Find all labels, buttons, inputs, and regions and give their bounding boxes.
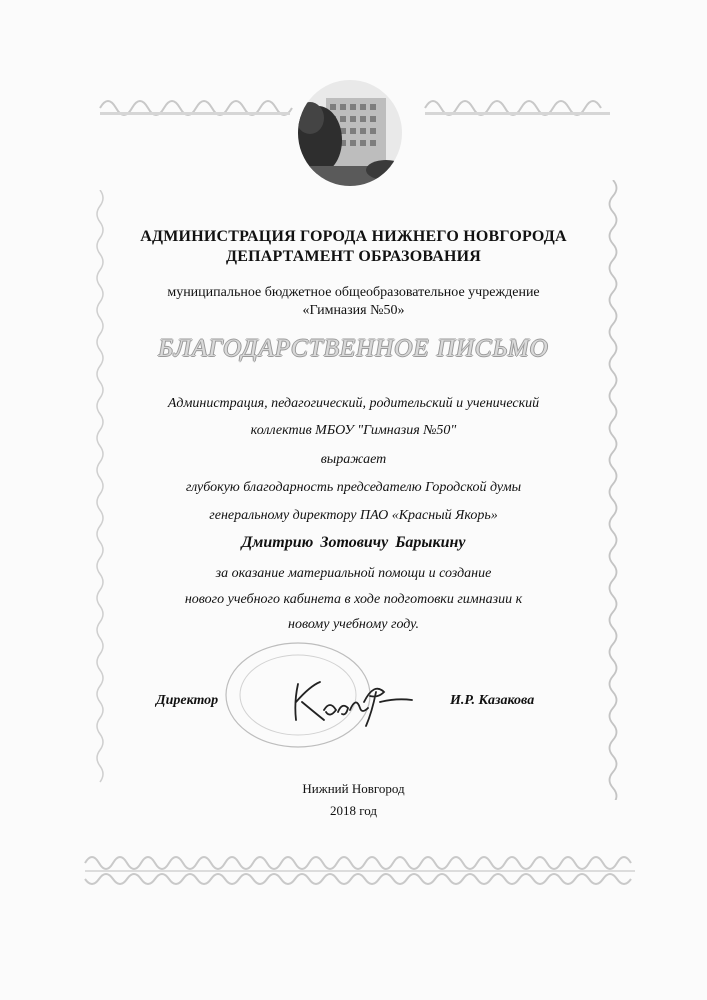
body-line-7: нового учебного кабинета в ходе подготовки гимназии к [184,592,523,607]
institution-type: муниципальное бюджетное общеобразовательное учреждение [167,285,540,300]
school-building-emblem [296,78,404,188]
letter-title: БЛАГОДАРСТВЕННОЕ ПИСЬМО [158,335,549,362]
body-line-1: Администрация, педагогический, родительский и ученический [167,396,540,411]
body-line-6: за оказание материальной помощи и создание [215,566,492,581]
body-line-2: коллектив МБОУ "Гимназия №50" [250,423,457,438]
body-line-3: выражает [320,452,387,467]
administration-heading: АДМИНИСТРАЦИЯ ГОРОДА НИЖНЕГО НОВГОРОДА [140,228,567,245]
institution-name: «Гимназия №50» [302,303,405,318]
city: Нижний Новгород [302,781,405,796]
year: 2018 год [330,803,377,818]
body-line-4: глубокую благодарность председателю Городской думы [185,480,522,495]
director-signature [280,672,420,727]
decorative-bottom-border [80,845,640,895]
department-heading: ДЕПАРТАМЕНТ ОБРАЗОВАНИЯ [225,248,482,265]
director-name: И.Р. Казакова [450,693,535,708]
recipient-name: Дмитрию Зотовичу Барыкину [241,534,466,551]
body-line-5: генеральному директору ПАО «Красный Якорь» [209,508,498,523]
director-label: Директор [156,693,219,708]
body-line-8: новому учебному году. [288,617,419,632]
